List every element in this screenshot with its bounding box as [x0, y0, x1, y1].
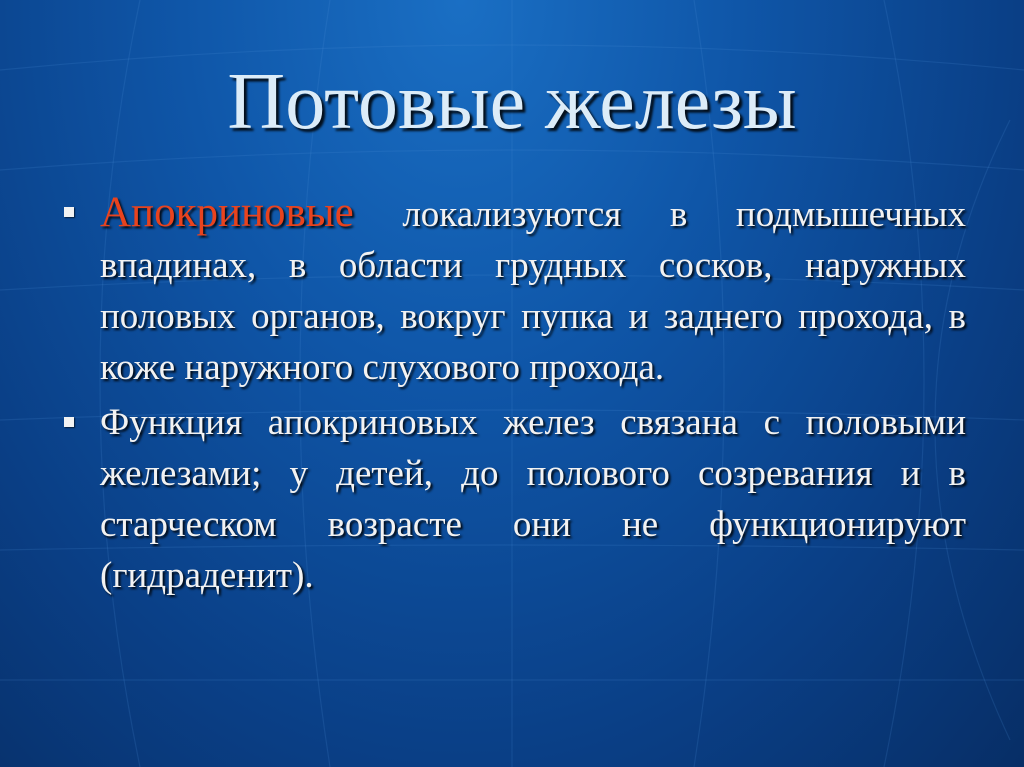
bullet-text: [100, 397, 966, 601]
square-bullet-icon: [64, 417, 74, 427]
bullet-text: [100, 187, 966, 393]
square-bullet-icon: [64, 207, 74, 217]
bullet-item-apocrine-function: [62, 397, 966, 601]
bullet-body-text: Функция апокриновых желез связана с половыми железами; у детей, до полового созревания и в старческом возрасте они не функционируют (гидраденит).: [100, 402, 966, 596]
bullet-list: [62, 187, 966, 605]
highlighted-term: Апокриновые: [100, 189, 354, 236]
bullet-body-text: локализуются в подмышечных впадинах, в области грудных сосков, наружных половых органов, вокруг пупка и заднего прохода, в коже наружного слухового прохода.: [100, 194, 966, 388]
slide-title: Потовые железы: [227, 58, 797, 146]
bullet-item-apocrine-location: [62, 187, 966, 393]
